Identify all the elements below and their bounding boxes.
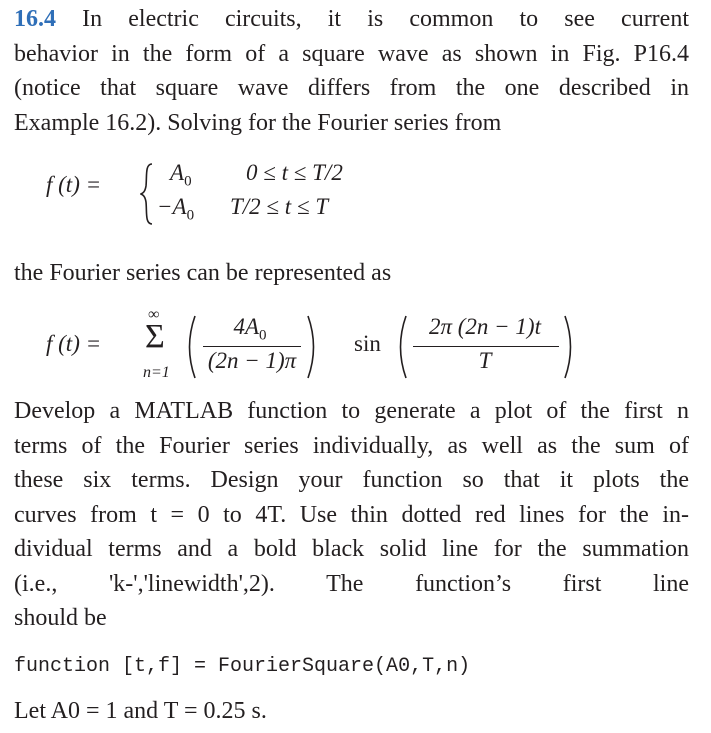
right-paren-coef — [306, 314, 320, 380]
problem-number: 16.4 — [14, 6, 56, 32]
piecewise-lhs: f (t) = — [46, 172, 102, 197]
coef-denominator: (2n − 1)π — [207, 348, 297, 373]
sin-function: sin — [354, 331, 381, 356]
body-line-4: curves from t = 0 to 4T. Use thin dotted red lines for the in- — [14, 501, 689, 528]
body-line-1: Develop a MATLAB function to generate a plot of the first n — [14, 398, 689, 424]
case2-value: $-A_0$ — [157, 194, 195, 224]
case1-condition: 0 ≤ t ≤ T/2 — [246, 160, 343, 185]
body-line-6: (i.e., 'k-','linewidth',2). The function’s first line — [14, 570, 689, 597]
sum-upper-limit: ∞ — [148, 306, 160, 323]
series-lhs: f (t) = — [46, 331, 102, 356]
code-line: function [t,f] = FourierSquare(A0,T,n) — [14, 655, 471, 678]
left-paren-coef — [183, 314, 197, 380]
sum-lower-limit: n=1 — [143, 364, 170, 381]
intro-line-1: 16.4 In electric circuits, it is common to see current — [14, 6, 689, 32]
problem-body — [14, 394, 689, 636]
arg-denominator: T — [478, 348, 492, 373]
coef-numerator: $4A_0$ — [233, 314, 267, 344]
body-line-5: dividual terms and a bold black solid line for the summation — [14, 536, 689, 562]
intro-line-3: (notice that square wave differs from the one described in — [14, 75, 689, 101]
case1-value: $A_0$ — [170, 160, 192, 190]
body-line-3: these six terms. Design your function so that it plots the — [14, 467, 689, 493]
arg-numerator: 2π (2n − 1)t — [428, 314, 541, 339]
case2-condition: T/2 ≤ t ≤ T — [230, 194, 329, 219]
final-line: Let A0 = 1 and T = 0.25 s. — [14, 698, 267, 724]
left-paren-arg — [394, 314, 408, 380]
series-intro: the Fourier series can be represented as — [14, 260, 392, 286]
sum-symbol: Σ — [145, 318, 165, 355]
body-line-7: should be — [14, 605, 107, 631]
body-line-2: terms of the Fourier series individually, as well as the sum of — [14, 432, 689, 459]
intro-line-4: Example 16.2). Solving for the Fourier series from — [14, 109, 502, 136]
right-paren-arg — [563, 314, 577, 380]
intro-line-2: behavior in the form of a square wave as shown in Fig. P16.4 — [14, 40, 689, 67]
